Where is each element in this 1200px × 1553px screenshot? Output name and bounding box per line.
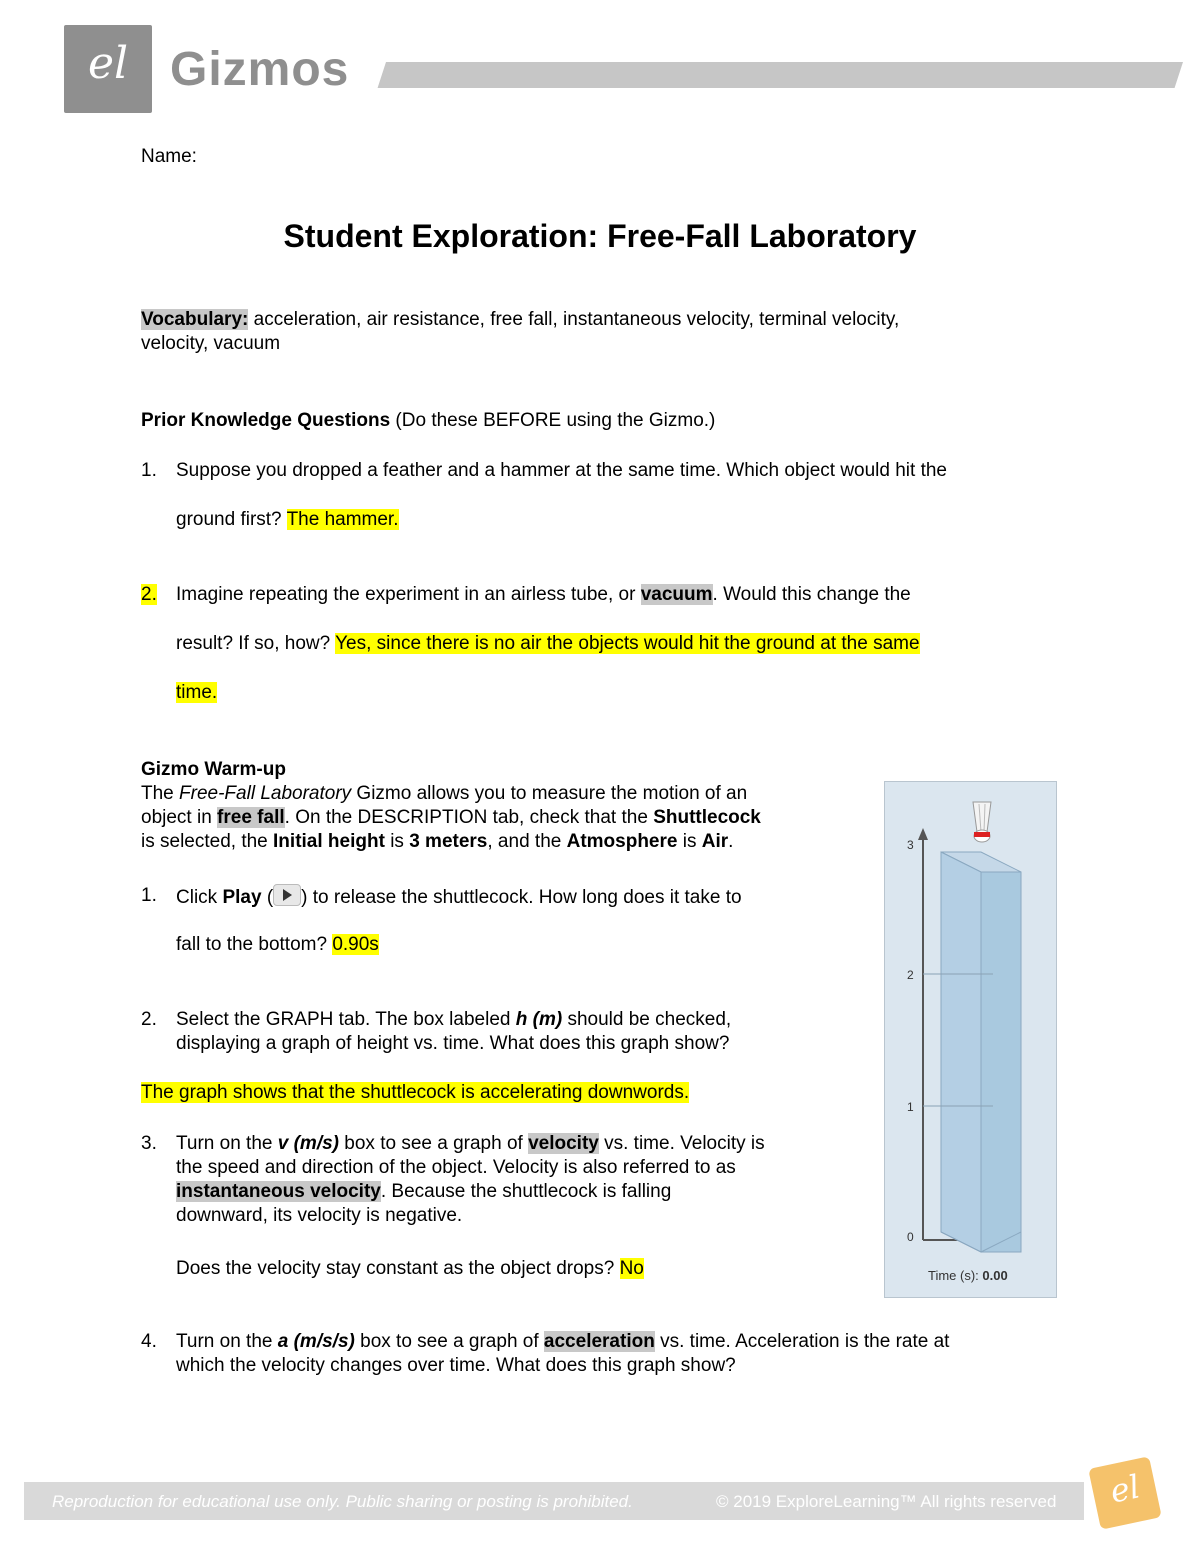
- prior-q1-answer: The hammer.: [286, 509, 399, 530]
- prior-q1-line2: [176, 508, 399, 532]
- warmup-q1-number: 1.: [141, 885, 157, 906]
- intro-3i: .: [728, 831, 734, 852]
- vocabulary-line1: acceleration, air resistance, free fall, instantaneous velocity, terminal velocity,: [248, 309, 900, 330]
- page-title: Student Exploration: Free-Fall Laboratory: [283, 218, 917, 254]
- wq3-question: Does the velocity stay constant as the object drops?: [176, 1258, 620, 1279]
- wq4-line2: which the velocity changes over time. What does this graph show?: [176, 1355, 736, 1376]
- tick-label-3: 3: [907, 838, 914, 852]
- wq1-line2: fall to the bottom?: [176, 934, 333, 955]
- warmup-q3-number: 3.: [141, 1133, 157, 1154]
- wq1-play: Play: [222, 887, 262, 908]
- tick-label-0: 0: [907, 1230, 914, 1244]
- intro-1b: Free-Fall Laboratory: [179, 783, 352, 804]
- header-bar: [378, 62, 1183, 88]
- intro-3f: Atmosphere: [566, 831, 678, 852]
- intro-3a: is selected, the: [141, 831, 274, 852]
- prior-q2-line3: [176, 681, 217, 705]
- prior-q2-answer-line2: time.: [176, 682, 218, 703]
- tick-label-2: 2: [907, 968, 914, 982]
- prior-q2-line1: [176, 583, 911, 607]
- term-instantaneous-velocity: instantaneous velocity: [176, 1181, 381, 1202]
- intro-3g: is: [677, 831, 702, 852]
- footer-disclaimer: Reproduction for educational use only. Public sharing or posting is prohibited.: [52, 1492, 633, 1511]
- time-label: Time (s):: [928, 1268, 983, 1283]
- prior-q2-answer-line1: Yes, since there is no air the objects would hit the ground at the same: [335, 633, 920, 654]
- vocabulary-label: Vocabulary:: [141, 309, 249, 330]
- footer-copyright: © 2019 ExploreLearning™ All rights reserved: [716, 1492, 1057, 1511]
- prior-q2-text-pre: Imagine repeating the experiment in an airless tube, or: [176, 584, 641, 605]
- prior-q1-line1: Suppose you dropped a feather and a hammer at the same time. Which object would hit the: [176, 460, 948, 481]
- wq3-vms: v (m/s): [277, 1133, 339, 1154]
- el-logo-icon: el: [87, 38, 129, 89]
- wq1-paren: (: [261, 887, 274, 908]
- wq4-ams: a (m/s/s): [277, 1331, 355, 1352]
- intro-3e: , and the: [487, 831, 567, 852]
- prior-q2-text-post: . Would this change the: [712, 584, 911, 605]
- intro-3h: Air: [701, 831, 729, 852]
- footer-el-logo-icon: el: [1106, 1467, 1144, 1511]
- wq3-pre: Turn on the: [176, 1133, 278, 1154]
- warmup-q2-number: 2.: [141, 1009, 157, 1030]
- term-velocity: velocity: [528, 1133, 599, 1154]
- prior-q2-num-text: 2.: [141, 584, 157, 605]
- warmup-q1-line1: [176, 884, 742, 910]
- warmup-q1-line2: [176, 933, 379, 957]
- wq2-post: should be checked,: [562, 1009, 732, 1030]
- wq2-answer: The graph shows that the shuttlecock is accelerating downwords.: [141, 1082, 690, 1103]
- prior-heading: [141, 409, 715, 433]
- wq2-line2: displaying a graph of height vs. time. What does this graph show?: [176, 1033, 730, 1054]
- time-readout: [928, 1268, 1008, 1283]
- intro-2a: object in: [141, 807, 218, 828]
- time-value: 0.00: [982, 1268, 1008, 1283]
- wq4-post: vs. time. Acceleration is the rate at: [654, 1331, 950, 1352]
- play-icon: [273, 884, 301, 906]
- intro-2c: Shuttlecock: [653, 807, 761, 828]
- prior-heading-bold: Prior Knowledge Questions: [141, 410, 391, 431]
- warmup-heading-text: Gizmo Warm-up: [141, 759, 286, 780]
- wq3-line3: . Because the shuttlecock is falling: [380, 1181, 672, 1202]
- intro-1c: Gizmo allows you to measure the motion of an: [351, 783, 748, 804]
- wq2-pre: Select the GRAPH tab. The box labeled: [176, 1009, 516, 1030]
- name-label: Name:: [141, 146, 197, 167]
- prior-q1-number: 1.: [141, 460, 157, 481]
- wq4-pre: Turn on the: [176, 1331, 278, 1352]
- free-fall-tube-diagram: [885, 782, 1056, 1297]
- wq3-line4: downward, its velocity is negative.: [176, 1205, 463, 1226]
- brand-name: Gizmos: [170, 43, 350, 96]
- warmup-q3-text: [176, 1132, 866, 1228]
- tick-label-1: 1: [907, 1100, 914, 1114]
- term-free-fall: free fall: [217, 807, 285, 828]
- gizmo-screenshot: [884, 781, 1057, 1298]
- vocabulary-line2: velocity, vacuum: [141, 333, 281, 354]
- intro-2b: . On the DESCRIPTION tab, check that the: [284, 807, 654, 828]
- wq4-mid: box to see a graph of: [354, 1331, 544, 1352]
- intro-3d: 3 meters: [409, 831, 488, 852]
- intro-3c: is: [384, 831, 410, 852]
- vocabulary-block: [141, 308, 1061, 356]
- warmup-heading: [141, 758, 286, 782]
- wq3-mid: box to see a graph of: [339, 1133, 529, 1154]
- shuttlecock-icon: [973, 802, 991, 842]
- prior-q2-line2: [176, 632, 920, 656]
- prior-q2-number: [141, 583, 157, 607]
- prior-q2-question: result? If so, how?: [176, 633, 336, 654]
- intro-3b: Initial height: [273, 831, 385, 852]
- term-vacuum: vacuum: [640, 584, 713, 605]
- warmup-q4-number: 4.: [141, 1331, 157, 1352]
- prior-heading-note: (Do these BEFORE using the Gizmo.): [390, 410, 716, 431]
- warmup-intro: [141, 782, 861, 854]
- wq1-post: ) to release the shuttlecock. How long does it take to: [301, 887, 742, 908]
- intro-1a: The: [141, 783, 180, 804]
- wq2-hm: h (m): [515, 1009, 563, 1030]
- term-acceleration: acceleration: [543, 1331, 655, 1352]
- warmup-q2-text: [176, 1008, 856, 1056]
- warmup-q2-answer: [141, 1081, 689, 1105]
- wq3-post: vs. time. Velocity is: [598, 1133, 765, 1154]
- wq3-line2: the speed and direction of the object. Velocity is also referred to as: [176, 1157, 736, 1178]
- wq3-answer: No: [619, 1258, 644, 1279]
- wq1-pre: Click: [176, 887, 223, 908]
- prior-q1-text: ground first?: [176, 509, 287, 530]
- wq1-answer: 0.90s: [332, 934, 379, 955]
- warmup-q4-text: [176, 1330, 1076, 1378]
- warmup-q3-question: [176, 1257, 644, 1281]
